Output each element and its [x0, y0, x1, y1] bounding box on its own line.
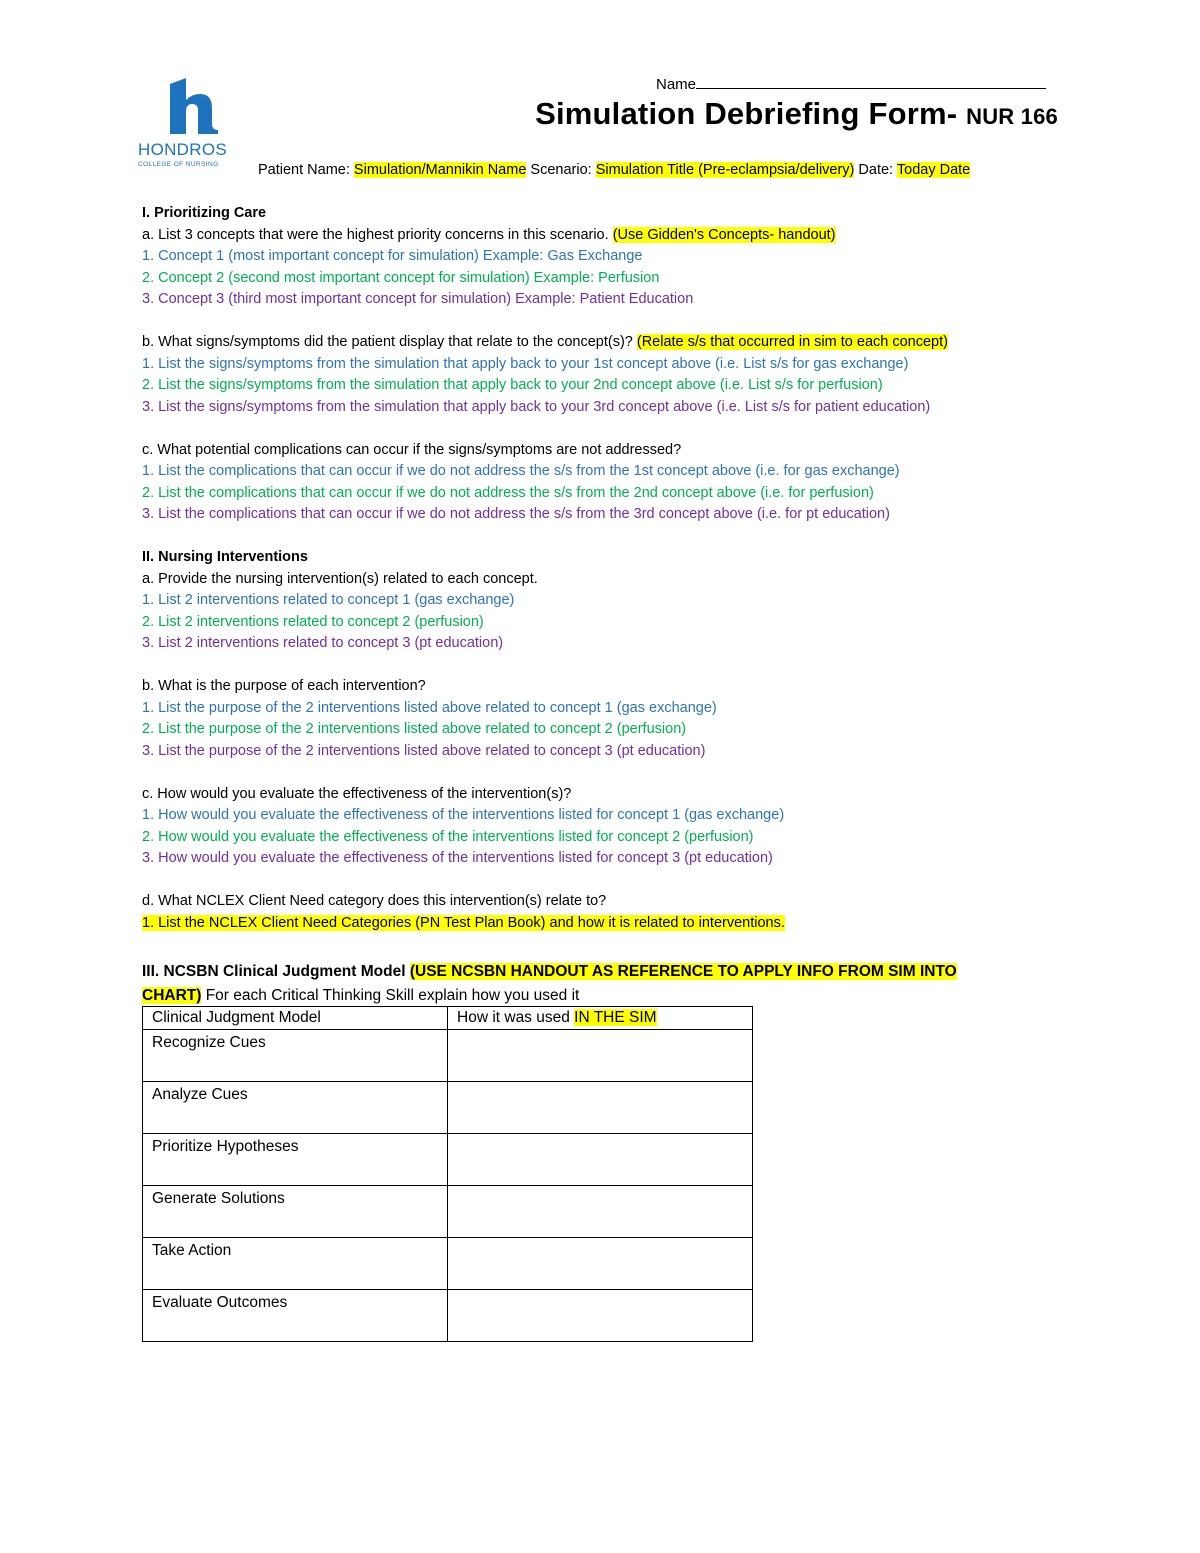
question-a — [142, 225, 1072, 247]
list-item: 3. How would you evaluate the effectiveness of the interventions listed for concept 3 (pt education) — [142, 850, 773, 866]
scenario-label: Scenario: — [530, 162, 592, 178]
answer-cell[interactable] — [448, 1134, 753, 1186]
list-item: 1. List the signs/symptoms from the simulation that apply back to your 1st concept above (i.e. List s/s for gas exchange) — [142, 355, 909, 372]
list-item: 1. List 2 interventions related to concept 1 (gas exchange) — [142, 592, 515, 608]
logo-h-icon — [168, 78, 218, 136]
list-item-text: 1. List the NCLEX Client Need Categories (PN Test Plan Book) and how it is related to interventions. — [142, 914, 785, 931]
name-field — [656, 74, 1046, 93]
section-note: (USE NCSBN HANDOUT AS REFERENCE TO APPLY INFO FROM SIM INTO — [409, 963, 957, 980]
column-header-highlight: IN THE SIM — [574, 1009, 657, 1026]
list-item: 3. List the purpose of the 2 interventions listed above related to concept 3 (pt education) — [142, 742, 706, 759]
page-title — [535, 96, 1058, 132]
table-row — [143, 1134, 753, 1186]
logo-name: HONDROS — [138, 140, 227, 159]
row-label: Recognize Cues — [143, 1030, 448, 1082]
list-item: 3. Concept 3 (third most important concept for simulation) Example: Patient Education — [142, 291, 694, 307]
answer-cell[interactable] — [448, 1186, 753, 1238]
row-label: Analyze Cues — [143, 1082, 448, 1134]
question-a: a. Provide the nursing intervention(s) related to each concept. — [142, 570, 538, 587]
name-label: Name — [656, 76, 697, 93]
list-item — [142, 913, 1072, 935]
question-note: (Relate s/s that occurred in sim to each concept) — [636, 334, 948, 350]
list-item: 1. Concept 1 (most important concept for simulation) Example: Gas Exchange — [142, 248, 643, 264]
question-b: b. What is the purpose of each intervention? — [142, 678, 426, 694]
college-logo — [138, 78, 248, 170]
section-heading-line — [142, 960, 1082, 984]
patient-label: Patient Name: — [258, 162, 350, 178]
list-item: 3. List 2 interventions related to concept 3 (pt education) — [142, 635, 504, 651]
column-header — [448, 1007, 753, 1030]
table-row — [143, 1238, 753, 1290]
list-item: 3. List the signs/symptoms from the simulation that apply back to your 3rd concept above (i.e. List s/s for patient education) — [142, 398, 931, 415]
table-row — [143, 1030, 753, 1082]
spacer — [142, 870, 1072, 892]
question-text: b. What signs/symptoms did the patient display that relate to the concept(s)? — [142, 334, 633, 350]
scenario-value: Simulation Title (Pre-eclampsia/delivery) — [595, 162, 855, 178]
question-d: d. What NCLEX Client Need category does this intervention(s) relate to? — [142, 893, 607, 909]
section-heading: I. Prioritizing Care — [142, 205, 267, 221]
patient-value: Simulation/Mannikin Name — [353, 162, 527, 178]
list-item: 2. List 2 interventions related to concept 2 (perfusion) — [142, 613, 484, 630]
list-item: 1. List the complications that can occur if we do not address the s/s from the 1st concept above (i.e. for gas exchange) — [142, 463, 900, 479]
list-item: 1. List the purpose of the 2 interventions listed above related to concept 1 (gas exchange) — [142, 699, 717, 716]
table-header-row — [143, 1007, 753, 1030]
spacer — [142, 526, 1072, 548]
title-text: Simulation Debriefing Form- — [535, 96, 958, 131]
question-b — [142, 332, 1072, 354]
question-c: c. How would you evaluate the effectiveness of the intervention(s)? — [142, 785, 572, 802]
list-item: 2. List the signs/symptoms from the simulation that apply back to your 2nd concept above (i.e. List s/s for perfusion) — [142, 377, 883, 393]
answer-cell[interactable] — [448, 1082, 753, 1134]
answer-cell[interactable] — [448, 1290, 753, 1342]
list-item: 2. Concept 2 (second most important concept for simulation) Example: Perfusion — [142, 269, 660, 286]
table-row — [143, 1290, 753, 1342]
section-note-cont: CHART) — [142, 987, 202, 1004]
list-item: 2. List the complications that can occur if we do not address the s/s from the 2nd concept above (i.e. for perfusion) — [142, 484, 874, 501]
course-code: NUR 166 — [966, 104, 1058, 129]
table-row — [143, 1186, 753, 1238]
date-label: Date: — [858, 162, 894, 178]
instruction: For each Critical Thinking Skill explain how you used it — [205, 987, 580, 1004]
list-item: 3. List the complications that can occur if we do not address the s/s from the 3rd concept above (i.e. for pt education) — [142, 506, 890, 522]
row-label: Evaluate Outcomes — [143, 1290, 448, 1342]
question-note: (Use Gidden's Concepts- handout) — [612, 226, 836, 243]
section-clinical-judgment — [142, 960, 1082, 1008]
question-c: c. What potential complications can occur if the signs/symptoms are not addressed? — [142, 441, 682, 458]
row-label: Prioritize Hypotheses — [143, 1134, 448, 1186]
question-text: a. List 3 concepts that were the highest priority concerns in this scenario. — [142, 226, 609, 243]
spacer — [142, 655, 1072, 677]
list-item: 2. List the purpose of the 2 interventions listed above related to concept 2 (perfusion) — [142, 721, 687, 737]
answer-cell[interactable] — [448, 1238, 753, 1290]
list-item: 1. How would you evaluate the effectiveness of the interventions listed for concept 1 (gas exchange) — [142, 807, 785, 823]
column-header: Clinical Judgment Model — [143, 1007, 448, 1030]
table-row — [143, 1082, 753, 1134]
section-note-line — [142, 984, 1082, 1008]
logo-subtitle: COLLEGE OF NURSING — [138, 161, 219, 168]
patient-info-line — [258, 162, 970, 178]
name-blank[interactable] — [696, 74, 1046, 89]
spacer — [142, 418, 1072, 440]
date-value: Today Date — [896, 162, 971, 178]
list-item: 2. How would you evaluate the effectiveness of the interventions listed for concept 2 (perfusion) — [142, 828, 754, 845]
section-heading: II. Nursing Interventions — [142, 549, 308, 565]
section-prioritizing-care — [142, 203, 1072, 934]
row-label: Take Action — [143, 1238, 448, 1290]
spacer — [142, 762, 1072, 784]
answer-cell[interactable] — [448, 1030, 753, 1082]
row-label: Generate Solutions — [143, 1186, 448, 1238]
spacer — [142, 311, 1072, 333]
column-header-text: How it was used — [457, 1009, 570, 1026]
clinical-judgment-table — [142, 1006, 753, 1342]
section-heading: III. NCSBN Clinical Judgment Model — [142, 963, 406, 980]
